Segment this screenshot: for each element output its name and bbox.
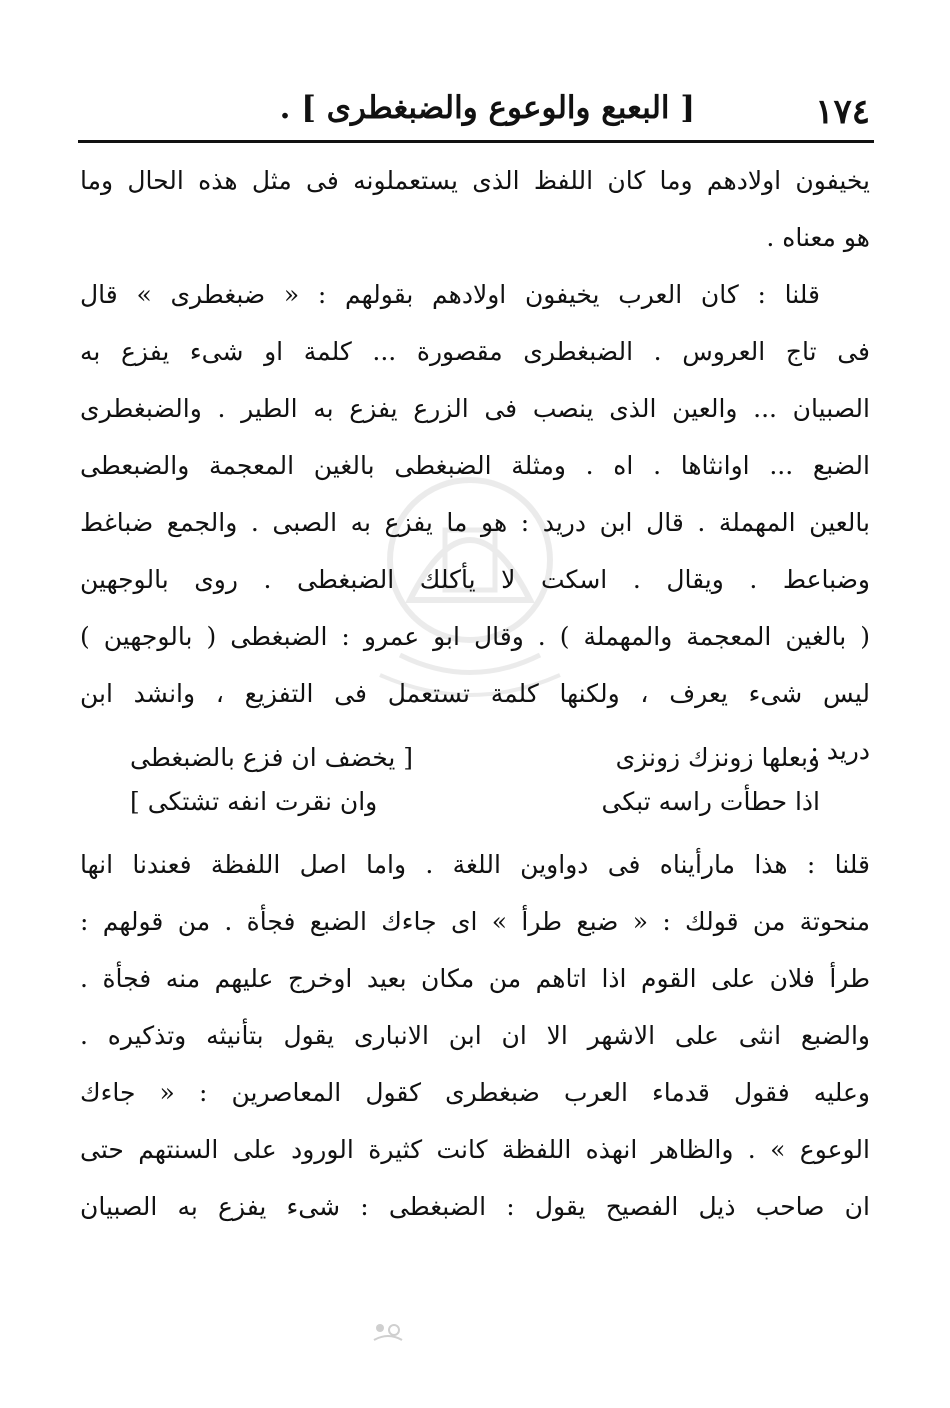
page-header: [80, 88, 870, 140]
text-line: ان صاحب ذيل الفصيح يقول : الضبغطى : شىء يفزع به الصبيان: [80, 1192, 870, 1221]
text-line: منحوتة من قولك : « ضبع طرأ » اى جاءك الضبع فجأة . من قولهم :: [80, 907, 870, 936]
text-line: هو معناه .: [766, 223, 870, 252]
running-title: [ البعبع والوعوع والضبغطرى ] .: [279, 90, 695, 126]
text-line: الصبيان ... والعين الذى ينصب فى الزرع يفزع به الطير . والضبغطرى: [80, 394, 870, 423]
verse-second-hemistich: وان نقرت انفه تشتكى ]: [130, 787, 378, 816]
text-line: فى تاج العروس . الضبغطرى مقصورة ... كلمة او شىء يفزع به: [80, 337, 870, 366]
text-line: ليس شىء يعرف ، ولكنها كلمة تستعمل فى التفزيع ، وانشد ابن: [80, 679, 870, 708]
text-line: وضباعط . ويقال . اسكت لا يأكلك الضبغطى . روى بالوجهين: [80, 565, 870, 594]
text-line: طرأ فلان على القوم اذا اتاهم من مكان بعيد اوخرج عليهم منه فجأة .: [80, 964, 870, 993]
body-text-block-1: [80, 152, 870, 779]
text-line: الضبع ... اوانثاها . اه . ومثلة الضبغطى بالغين المعجمة والضبعطى: [80, 451, 870, 480]
text-line: قلنا : كان العرب يخيفون اولادهم بقولهم : « ضبغطرى » قال: [80, 280, 820, 309]
text-line: وعليه فقول قدماء العرب ضبغطرى كقول المعاصرين : « جاءك: [80, 1078, 870, 1107]
header-rule: [78, 140, 874, 143]
text-line: والضبع انثى على الاشهر الا ان ابن الانبارى يقول بتأنيثه وتذكيره .: [80, 1021, 870, 1050]
verse-first-hemistich: اذا حطأت راسه تبكى: [601, 787, 820, 816]
footer-ornament-icon: [368, 1318, 408, 1346]
page-number: ١٧٤: [815, 92, 870, 132]
poem-block: [130, 736, 820, 824]
poem-verse: [130, 780, 820, 824]
verse-first-hemistich: وبعلها زونزك زونزى: [615, 743, 820, 772]
verse-second-hemistich: [ يخضف ان فزع بالضبغطى: [130, 743, 413, 772]
text-line: دريد :: [810, 736, 870, 765]
text-line: الوعوع » . والظاهر انهذه اللفظة كانت كثيرة الورود على السنتهم حتى: [80, 1135, 870, 1164]
text-line: يخيفون اولادهم وما كان اللفظ الذى يستعملونه فى مثل هذه الحال وما: [80, 166, 870, 195]
body-text-block-2: [80, 836, 870, 1235]
text-line: قلنا : هذا مارأيناه فى دواوين اللغة . واما اصل اللفظة فعندنا انها: [80, 850, 870, 879]
text-line: بالعين المهملة . قال ابن دريد : هو ما يفزع به الصبى . والجمع ضباغط: [80, 508, 870, 537]
text-line: ( بالغين المعجمة والمهملة ) . وقال ابو عمرو : الضبغطى ( بالوجهين ): [80, 622, 870, 651]
poem-verse: [130, 736, 820, 780]
